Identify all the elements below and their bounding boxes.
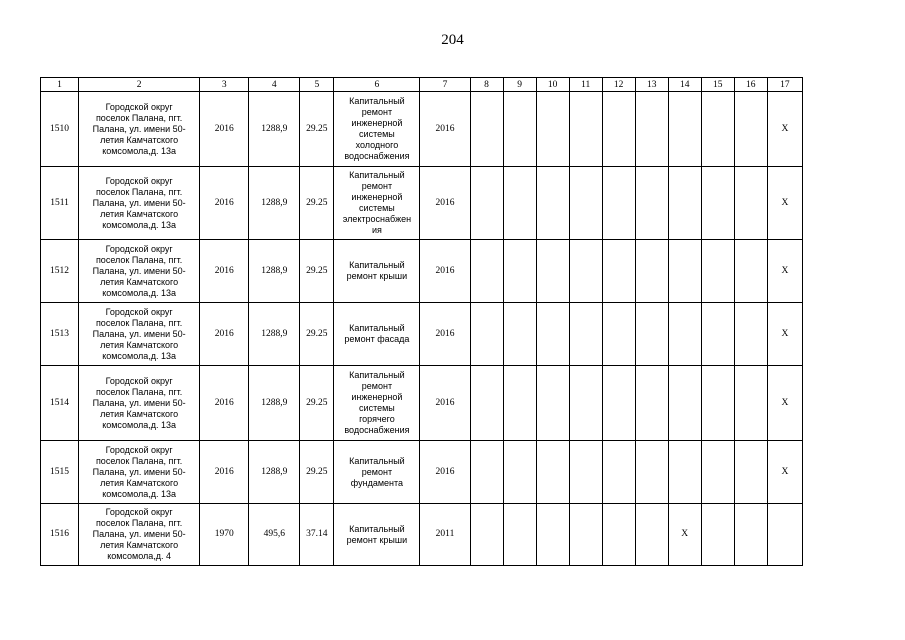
work-type-cell-line: Капитальный xyxy=(349,323,405,333)
mark-cell xyxy=(503,504,536,566)
mark-cell xyxy=(503,92,536,167)
mark-cell xyxy=(734,366,767,441)
mark-cell: X xyxy=(767,167,802,240)
mark-cell xyxy=(701,92,734,167)
address-cell-line: комсомола,д. 13а xyxy=(102,488,177,499)
mark-cell xyxy=(602,303,635,366)
address-cell-line: Палана, ул. имени 50- xyxy=(92,397,186,408)
mark-cell xyxy=(536,441,569,504)
year-built-cell: 2016 xyxy=(200,366,249,441)
work-type-cell-line: ремонт фасада xyxy=(344,334,410,344)
year-built-cell: 2016 xyxy=(200,92,249,167)
address-cell-line: Палана, ул. имени 50- xyxy=(92,197,186,208)
table-row xyxy=(41,366,803,441)
work-type-cell-line: инженерной xyxy=(351,118,403,128)
work-type-cell xyxy=(334,303,420,366)
work-type-cell-line: ремонт крыши xyxy=(346,534,408,545)
mark-cell xyxy=(734,441,767,504)
mark-cell xyxy=(503,366,536,441)
mark-cell xyxy=(602,504,635,566)
address-cell-line: летия Камчатского xyxy=(100,208,179,219)
mark-cell xyxy=(734,504,767,566)
address-cell-line: комсомола,д. 13а xyxy=(102,419,177,430)
mark-cell xyxy=(470,366,503,441)
table-row xyxy=(41,441,803,504)
repair-table xyxy=(40,77,803,566)
work-type-cell-line: холодного xyxy=(355,140,399,150)
mark-cell xyxy=(602,167,635,240)
year-built-cell: 1970 xyxy=(200,504,249,566)
work-type-cell-line: Капитальный xyxy=(349,523,405,534)
mark-cell xyxy=(536,167,569,240)
mark-cell xyxy=(470,92,503,167)
address-cell-line: комсомола,д. 13а xyxy=(102,219,177,230)
mark-cell: X xyxy=(668,504,701,566)
address-cell xyxy=(79,366,200,441)
mark-cell xyxy=(635,303,668,366)
table-row xyxy=(41,167,803,240)
mark-cell xyxy=(602,92,635,167)
mark-cell xyxy=(470,504,503,566)
address-cell-line: поселок Палана, пгт. xyxy=(95,455,183,466)
mark-cell xyxy=(569,92,602,167)
mark-cell xyxy=(701,167,734,240)
mark-cell xyxy=(701,366,734,441)
header-cell: 12 xyxy=(602,78,635,92)
work-type-cell-line: ремонт xyxy=(361,466,393,477)
mark-cell: X xyxy=(767,240,802,303)
mark-cell: X xyxy=(767,366,802,441)
mark-cell xyxy=(701,441,734,504)
mark-cell xyxy=(602,441,635,504)
header-cell: 8 xyxy=(470,78,503,92)
header-cell: 7 xyxy=(420,78,470,92)
address-cell-line: комсомола,д. 13а xyxy=(102,145,177,156)
year-cell: 2016 xyxy=(420,92,470,167)
address-cell-line: Городской округ xyxy=(105,243,173,254)
address-cell-line: Городской округ xyxy=(105,444,173,455)
mark-cell xyxy=(569,504,602,566)
col5-cell: 29.25 xyxy=(300,303,334,366)
work-type-cell xyxy=(334,366,420,441)
mark-cell xyxy=(602,366,635,441)
area-cell: 1288,9 xyxy=(249,240,300,303)
table-row xyxy=(41,92,803,167)
address-cell-line: летия Камчатского xyxy=(100,540,179,550)
mark-cell xyxy=(668,366,701,441)
mark-cell xyxy=(569,366,602,441)
mark-cell: X xyxy=(767,92,802,167)
mark-cell xyxy=(767,504,802,566)
row-number-cell: 1512 xyxy=(41,240,79,303)
work-type-cell-line: инженерной xyxy=(351,392,403,402)
mark-cell xyxy=(470,167,503,240)
header-cell: 9 xyxy=(503,78,536,92)
mark-cell xyxy=(668,167,701,240)
work-type-cell-line: водоснабжения xyxy=(344,151,410,161)
address-cell-line: летия Камчатского xyxy=(100,339,179,350)
header-cell: 3 xyxy=(200,78,249,92)
address-cell-line: Городской округ xyxy=(105,306,173,317)
mark-cell xyxy=(668,240,701,303)
year-cell: 2016 xyxy=(420,167,470,240)
year-built-cell: 2016 xyxy=(200,441,249,504)
header-cell: 1 xyxy=(41,78,79,92)
mark-cell xyxy=(503,167,536,240)
address-cell-line: поселок Палана, пгт. xyxy=(95,317,183,328)
mark-cell xyxy=(734,240,767,303)
mark-cell xyxy=(470,441,503,504)
year-built-cell: 2016 xyxy=(200,240,249,303)
address-cell-line: летия Камчатского xyxy=(100,477,179,488)
mark-cell xyxy=(569,441,602,504)
header-cell: 17 xyxy=(767,78,802,92)
header-cell: 10 xyxy=(536,78,569,92)
year-built-cell: 2016 xyxy=(200,167,249,240)
mark-cell xyxy=(635,366,668,441)
address-cell xyxy=(79,240,200,303)
address-cell-line: поселок Палана, пгт. xyxy=(95,518,183,528)
row-number-cell: 1510 xyxy=(41,92,79,167)
mark-cell xyxy=(536,303,569,366)
header-cell: 4 xyxy=(249,78,300,92)
row-number-cell: 1515 xyxy=(41,441,79,504)
work-type-cell xyxy=(334,167,420,240)
address-cell-line: Палана, ул. имени 50- xyxy=(92,466,186,477)
year-cell: 2011 xyxy=(420,504,470,566)
mark-cell xyxy=(470,240,503,303)
col5-cell: 37.14 xyxy=(300,504,334,566)
work-type-cell-line: ремонт крыши xyxy=(346,271,408,281)
year-cell: 2016 xyxy=(420,240,470,303)
address-cell-line: поселок Палана, пгт. xyxy=(95,186,183,197)
area-cell: 1288,9 xyxy=(249,366,300,441)
address-cell-line: Городской округ xyxy=(105,507,173,517)
address-cell-line: Городской округ xyxy=(105,101,173,112)
mark-cell xyxy=(569,240,602,303)
address-cell-line: летия Камчатского xyxy=(100,134,179,145)
page-number: 204 xyxy=(441,32,464,48)
header-cell: 13 xyxy=(635,78,668,92)
table-row xyxy=(41,303,803,366)
area-cell: 1288,9 xyxy=(249,441,300,504)
work-type-cell xyxy=(334,441,420,504)
address-cell-line: Городской округ xyxy=(105,175,173,186)
work-type-cell xyxy=(334,504,420,566)
header-cell: 11 xyxy=(569,78,602,92)
mark-cell xyxy=(734,167,767,240)
work-type-cell-line: Капитальный xyxy=(349,170,405,180)
address-cell xyxy=(79,92,200,167)
work-type-cell-line: Капитальный xyxy=(349,260,405,270)
mark-cell xyxy=(503,303,536,366)
mark-cell xyxy=(536,92,569,167)
mark-cell xyxy=(503,441,536,504)
address-cell xyxy=(79,441,200,504)
work-type-cell-line: системы xyxy=(359,203,395,213)
address-cell-line: комсомола,д. 13а xyxy=(102,350,177,361)
address-cell-line: поселок Палана, пгт. xyxy=(95,254,183,265)
work-type-cell xyxy=(334,92,420,167)
work-type-cell-line: Капитальный xyxy=(349,96,405,106)
table-row xyxy=(41,240,803,303)
mark-cell xyxy=(734,303,767,366)
work-type-cell-line: ремонт xyxy=(361,181,393,191)
work-type-cell-line: горячего xyxy=(359,414,395,424)
mark-cell xyxy=(635,240,668,303)
work-type-cell-line: Капитальный xyxy=(349,455,405,466)
mark-cell xyxy=(569,167,602,240)
header-cell: 16 xyxy=(734,78,767,92)
row-number-cell: 1514 xyxy=(41,366,79,441)
work-type-cell-line: фундамента xyxy=(350,477,404,488)
address-cell-line: летия Камчатского xyxy=(100,408,179,419)
address-cell-line: комсомола,д. 13а xyxy=(102,287,177,298)
year-cell: 2016 xyxy=(420,366,470,441)
address-cell xyxy=(79,504,200,566)
area-cell: 495,6 xyxy=(249,504,300,566)
work-type-cell-line: электроснабжен xyxy=(342,214,412,224)
address-cell-line: Палана, ул. имени 50- xyxy=(92,265,186,276)
mark-cell xyxy=(569,303,602,366)
year-cell: 2016 xyxy=(420,441,470,504)
mark-cell xyxy=(668,92,701,167)
col5-cell: 29.25 xyxy=(300,167,334,240)
address-cell-line: комсомола,д. 4 xyxy=(107,551,172,561)
mark-cell xyxy=(635,92,668,167)
address-cell-line: Палана, ул. имени 50- xyxy=(92,123,186,134)
work-type-cell-line: системы xyxy=(359,403,395,413)
header-cell: 15 xyxy=(701,78,734,92)
area-cell: 1288,9 xyxy=(249,92,300,167)
address-cell-line: поселок Палана, пгт. xyxy=(95,386,183,397)
header-row xyxy=(41,78,803,92)
mark-cell xyxy=(503,240,536,303)
mark-cell xyxy=(668,441,701,504)
address-cell-line: Палана, ул. имени 50- xyxy=(92,328,186,339)
mark-cell xyxy=(734,92,767,167)
col5-cell: 29.25 xyxy=(300,366,334,441)
table-row xyxy=(41,504,803,566)
header-cell: 2 xyxy=(79,78,200,92)
mark-cell xyxy=(602,240,635,303)
work-type-cell-line: ремонт xyxy=(361,107,393,117)
mark-cell xyxy=(668,303,701,366)
year-cell: 2016 xyxy=(420,303,470,366)
header-cell: 5 xyxy=(300,78,334,92)
mark-cell xyxy=(635,504,668,566)
work-type-cell-line: ия xyxy=(371,225,382,235)
mark-cell xyxy=(536,366,569,441)
work-type-cell-line: Капитальный xyxy=(349,370,405,380)
address-cell xyxy=(79,303,200,366)
mark-cell xyxy=(536,240,569,303)
mark-cell xyxy=(635,441,668,504)
work-type-cell-line: системы xyxy=(359,129,395,139)
year-built-cell: 2016 xyxy=(200,303,249,366)
mark-cell: X xyxy=(767,441,802,504)
work-type-cell-line: ремонт xyxy=(361,381,393,391)
address-cell-line: Городской округ xyxy=(105,375,173,386)
address-cell-line: поселок Палана, пгт. xyxy=(95,112,183,123)
row-number-cell: 1513 xyxy=(41,303,79,366)
col5-cell: 29.25 xyxy=(300,441,334,504)
address-cell xyxy=(79,167,200,240)
row-number-cell: 1516 xyxy=(41,504,79,566)
mark-cell xyxy=(701,240,734,303)
col5-cell: 29.25 xyxy=(300,240,334,303)
header-cell: 14 xyxy=(668,78,701,92)
work-type-cell-line: инженерной xyxy=(351,192,403,202)
address-cell-line: Палана, ул. имени 50- xyxy=(92,529,186,539)
area-cell: 1288,9 xyxy=(249,167,300,240)
work-type-cell-line: водоснабжения xyxy=(344,425,410,435)
work-type-cell xyxy=(334,240,420,303)
mark-cell xyxy=(536,504,569,566)
mark-cell: X xyxy=(767,303,802,366)
mark-cell xyxy=(701,504,734,566)
col5-cell: 29.25 xyxy=(300,92,334,167)
mark-cell xyxy=(635,167,668,240)
header-cell: 6 xyxy=(334,78,420,92)
mark-cell xyxy=(701,303,734,366)
mark-cell xyxy=(470,303,503,366)
address-cell-line: летия Камчатского xyxy=(100,276,179,287)
area-cell: 1288,9 xyxy=(249,303,300,366)
row-number-cell: 1511 xyxy=(41,167,79,240)
